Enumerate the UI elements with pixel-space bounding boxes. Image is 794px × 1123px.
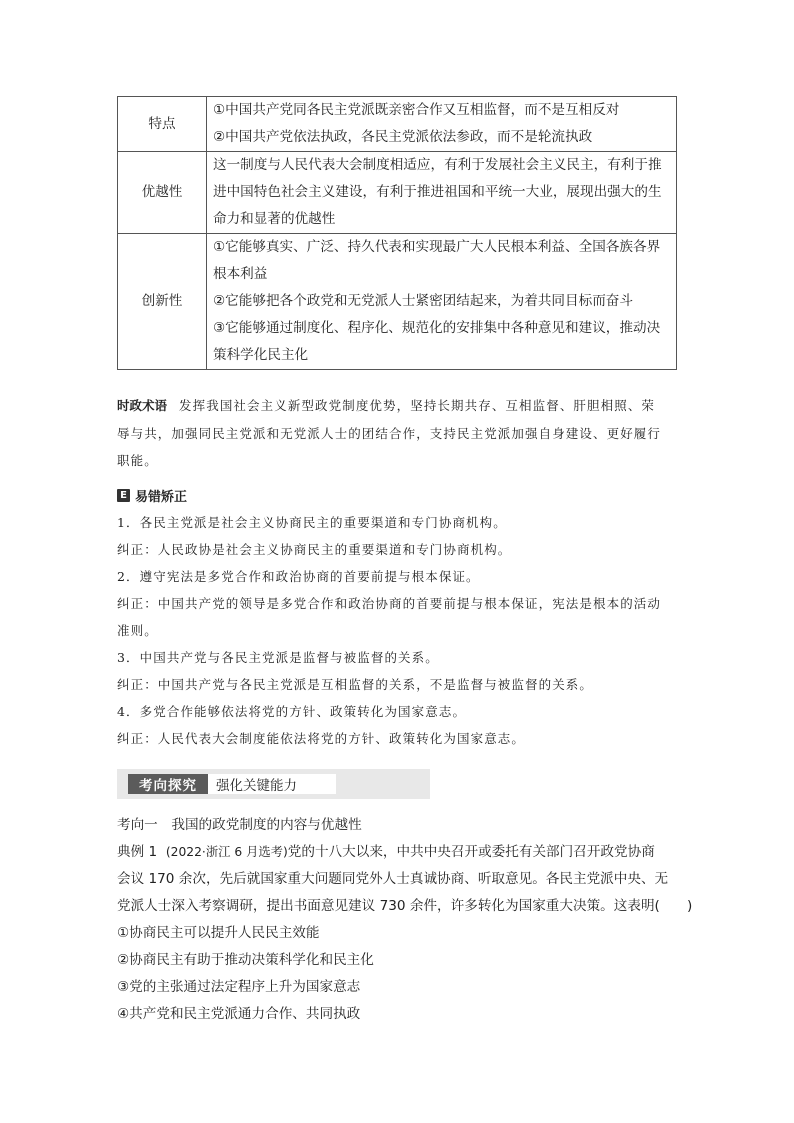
table-line: ③它能够通过制度化、程序化、规范化的安排集中各种意见和建议，推动决 [213,320,661,336]
list-item: 2．遵守宪法是多党合作和政治协商的首要前提与根本保证。 [117,569,480,584]
current-affairs-text: 发挥我国社会主义新型政党制度优势，坚持长期共存、互相监督、肝胆相照、荣 [179,398,656,413]
party-system-table [117,96,677,370]
table-line: 命力和显著的优越性 [213,211,336,227]
question-stem: 会议 170 余次，先后就国家重大问题同党外人士真诚协商、听取意见。各民主党派中央、无 [117,871,669,887]
question-stem: 党的十八大以来，中共中央召开或委托有关部门召开政党协商 [287,844,655,860]
option-3: ③党的主张通过法定程序上升为国家意志 [117,979,361,995]
error-correction-title: 易错矫正 [135,490,188,505]
table-line: 策科学化民主化 [213,347,309,363]
table-line: 这一制度与人民代表大会制度相适应，有利于发展社会主义民主，有利于推 [213,157,662,173]
table-line: ②它能够把各个政党和无党派人士紧密团结起来，为着共同目标而奋斗 [213,293,633,309]
error-correction-list [117,509,677,752]
row-header-superiority: 优越性 [118,152,207,234]
section-banner [117,769,430,799]
table-line: ①中国共产党同各民主党派既亲密合作又互相监督，而不是互相反对 [213,102,620,118]
list-item: 纠正：中国共产党的领导是多党合作和政治协商的首要前提与根本保证，宪法是根本的活动 [117,596,662,611]
row-content [207,234,677,370]
list-item: 准则。 [117,623,158,638]
error-correction-icon: E [117,489,130,502]
row-content [207,152,677,234]
error-correction-heading [117,486,187,505]
table-line: ②中国共产党依法执政，各民主党派依法参政，而不是轮流执政 [213,129,593,145]
list-item: 4．多党合作能够依法将党的方针、政策转化为国家意志。 [117,704,467,719]
list-item: 纠正：中国共产党与各民主党派是互相监督的关系，不是监督与被监督的关系。 [117,677,594,692]
current-affairs-text: 职能。 [117,453,158,468]
table-line: 进中国特色社会主义建设，有利于推进祖国和平统一大业，展现出强大的生 [213,184,662,200]
section-tag: 考向探究 [128,774,208,794]
row-header-features: 特点 [118,97,207,152]
example-question [117,812,693,1028]
example-label: 典例 1 [117,844,158,860]
question-stem: 党派人士深入考察调研，提出书面意见建议 730 余件，许多转化为国家重大决策。这表明( ) [117,898,693,914]
current-affairs-term [117,392,677,475]
row-content [207,97,677,152]
current-affairs-text: 辱与共，加强同民主党派和无党派人士的团结合作，支持民主党派加强自身建设、更好履行 [117,425,662,441]
table-line: ①它能够真实、广泛、持久代表和实现最广大人民根本利益、全国各族各界 [213,239,661,255]
row-header-innovation: 创新性 [118,234,207,370]
list-item: 3．中国共产党与各民主党派是监督与被监督的关系。 [117,650,439,665]
table-row [118,97,677,152]
question-source: (2022·浙江 6 月选考) [165,845,288,859]
table-row [118,152,677,234]
section-subtitle: 强化关键能力 [208,774,336,794]
list-item: 1．各民主党派是社会主义协商民主的重要渠道和专门协商机构。 [117,515,507,530]
current-affairs-label: 时政术语 [117,398,168,413]
question-heading: 考向一 我国的政党制度的内容与优越性 [117,817,362,833]
option-4: ④共产党和民主党派通力合作、共同执政 [117,1006,361,1022]
option-1: ①协商民主可以提升人民民主效能 [117,925,320,941]
list-item: 纠正：人民政协是社会主义协商民主的重要渠道和专门协商机构。 [117,542,512,557]
option-2: ②协商民主有助于推动决策科学化和民主化 [117,952,374,968]
list-item: 纠正：人民代表大会制度能依法将党的方针、政策转化为国家意志。 [117,731,526,746]
table-row [118,234,677,370]
table-line: 根本利益 [213,266,268,282]
